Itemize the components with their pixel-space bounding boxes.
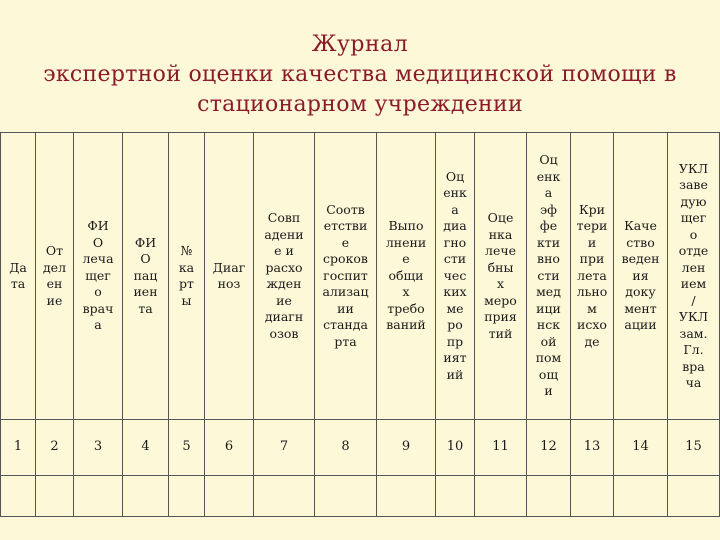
column-number: 14 (614, 420, 668, 476)
header-cell-diagnostic-evaluation: Оц енк а диа гно сти чес ких ме ро пр ият ий (436, 133, 475, 420)
header-cell-card-number: № ка рт ы (169, 133, 205, 420)
column-number: 8 (315, 420, 377, 476)
column-number: 5 (169, 420, 205, 476)
title-line-1: Журнал (311, 32, 409, 57)
column-number: 12 (527, 420, 571, 476)
header-cell-department: От дел ен ие (36, 133, 74, 420)
document-title (0, 30, 720, 120)
table-cell (614, 476, 668, 517)
column-number: 6 (205, 420, 254, 476)
table-cell (36, 476, 74, 517)
column-number: 10 (436, 420, 475, 476)
header-cell-treatment-evaluation: Оце нка лече бны х меро прия тий (475, 133, 527, 420)
column-number: 4 (123, 420, 169, 476)
column-number: 11 (475, 420, 527, 476)
column-number: 1 (1, 420, 36, 476)
table-cell (254, 476, 315, 517)
header-cell-lethal-outcome-criteria: Кри тери и при лета льно м исхо де (571, 133, 614, 420)
column-number: 9 (377, 420, 436, 476)
column-number: 15 (668, 420, 720, 476)
header-cell-diagnosis: Диаг ноз (205, 133, 254, 420)
header-cell-efficiency-evaluation: Оц енк а эф фе кти вно сти мед ици нск ой пом ощ и (527, 133, 571, 420)
column-number: 13 (571, 420, 614, 476)
table-cell (475, 476, 527, 517)
table-cell (74, 476, 123, 517)
header-cell-general-requirements: Выпо лнени е общи х требо ваний (377, 133, 436, 420)
title-line-2: экспертной оценки качества медицинской помощи в (43, 62, 677, 87)
table-cell (668, 476, 720, 517)
empty-data-row (1, 476, 720, 517)
column-number: 3 (74, 420, 123, 476)
header-cell-patient-name: ФИ О пац иен та (123, 133, 169, 420)
table-cell (123, 476, 169, 517)
header-cell-hospitalization-terms: Соотв етстви е сроков госпит ализац ии станда рта (315, 133, 377, 420)
table-cell (377, 476, 436, 517)
header-cell-diagnosis-match: Совп адени е и расхо жден ие диагн озов (254, 133, 315, 420)
header-cell-doctor-name: ФИ О леча щег о врач а (74, 133, 123, 420)
table-cell (436, 476, 475, 517)
header-cell-documentation-quality: Каче ство веден ия доку мент ации (614, 133, 668, 420)
table-cell (315, 476, 377, 517)
table-cell (205, 476, 254, 517)
table-cell (1, 476, 36, 517)
header-cell-date: Да та (1, 133, 36, 420)
column-number: 2 (36, 420, 74, 476)
journal-table (0, 132, 720, 517)
title-line-3: стационарном учреждении (197, 92, 523, 117)
table-cell (571, 476, 614, 517)
header-row (1, 133, 720, 420)
column-number-row (1, 420, 720, 476)
table-cell (169, 476, 205, 517)
column-number: 7 (254, 420, 315, 476)
table-cell (527, 476, 571, 517)
header-cell-ukl: УКЛ заве дую щег о отде лен ием / УКЛ зам. Гл. вра ча (668, 133, 720, 420)
